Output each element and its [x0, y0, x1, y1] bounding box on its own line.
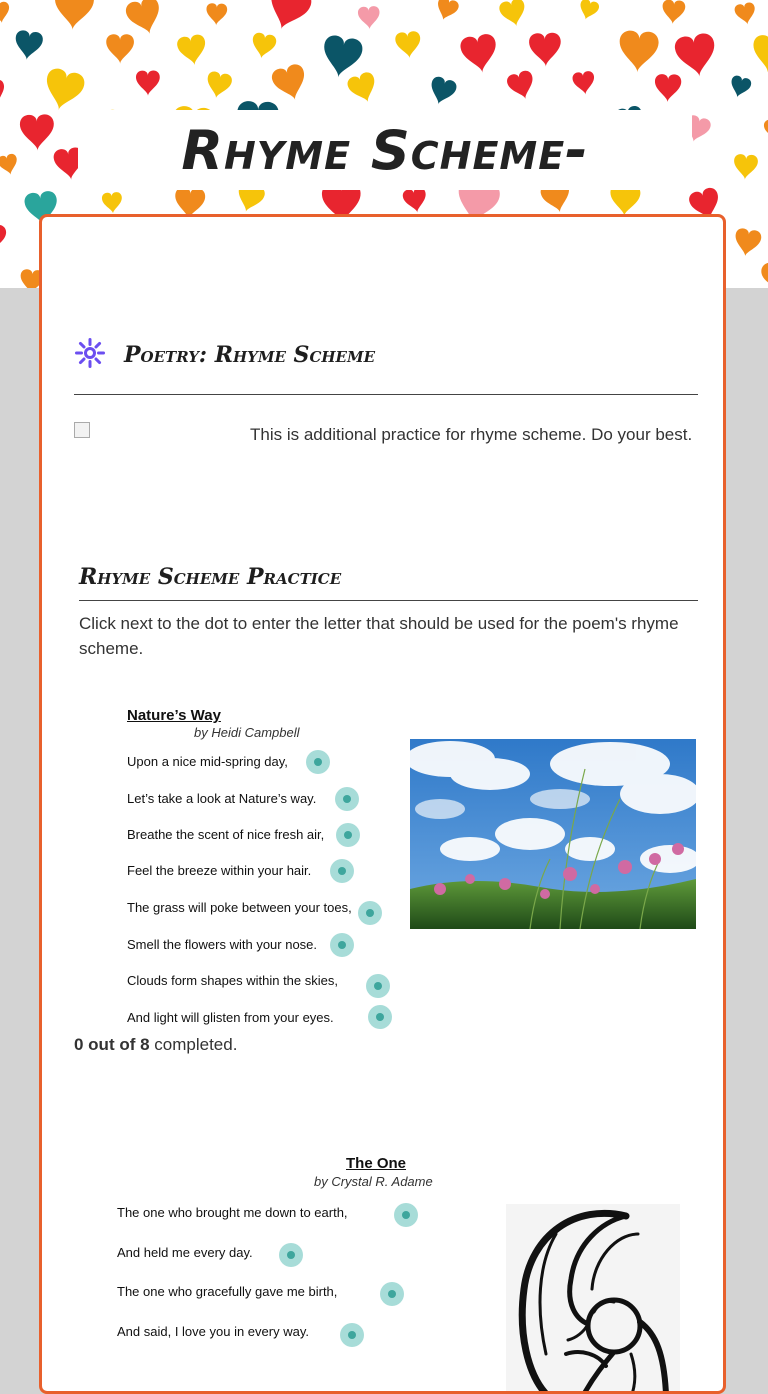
heart-icon [572, 70, 596, 96]
heart-icon [498, 0, 529, 29]
answer-dot-icon[interactable] [394, 1203, 418, 1227]
heart-icon [0, 78, 9, 106]
heart-icon [759, 256, 768, 288]
progress-text [74, 1035, 237, 1055]
poem-line: The grass will poke between your toes, [127, 900, 352, 915]
heart-icon [0, 1, 12, 25]
heart-icon [53, 0, 94, 31]
heart-icon [654, 74, 681, 103]
heart-icon [250, 32, 278, 61]
heart-icon [176, 34, 208, 68]
heart-icon [763, 118, 768, 143]
heart-icon [751, 34, 768, 74]
heart-icon [433, 0, 460, 24]
answer-dot-icon[interactable] [340, 1323, 364, 1347]
title-box [78, 110, 692, 190]
divider [74, 394, 698, 395]
broken-image-icon [74, 422, 90, 438]
heart-icon [505, 69, 538, 103]
heart-icon [395, 31, 422, 60]
heart-icon [577, 0, 601, 22]
heart-icon [319, 34, 364, 81]
heart-icon [426, 75, 458, 108]
poem-line: And said, I love you in every way. [117, 1324, 309, 1339]
heart-icon [732, 227, 762, 258]
sky-meadow-image [410, 739, 696, 929]
poem2-title: The One [346, 1155, 407, 1172]
heart-icon [106, 34, 134, 64]
heart-icon [262, 0, 314, 36]
heart-icon [124, 0, 166, 39]
answer-dot-icon[interactable] [358, 901, 382, 925]
answer-dot-icon[interactable] [336, 823, 360, 847]
poem-line: The one who gracefully gave me birth, [117, 1284, 338, 1299]
section-heading-text: Poetry: Rhyme Scheme [124, 342, 376, 368]
intro-text [74, 422, 698, 448]
poem-line: And held me every day. [117, 1245, 253, 1260]
heart-icon [529, 32, 562, 67]
poem-line: Feel the breeze within your hair. [127, 863, 312, 878]
answer-dot-icon[interactable] [366, 974, 390, 998]
practice-title: Rhyme Scheme Practice [79, 564, 342, 590]
mother-child-image [506, 1204, 680, 1394]
poem-line: And light will glisten from your eyes. [127, 1010, 334, 1025]
heart-icon [402, 187, 429, 215]
poem-line: Upon a nice mid-spring day, [127, 754, 288, 769]
heart-icon [346, 70, 381, 106]
instructions-text: Click next to the dot to enter the letter that should be used for the poem's rhyme scheme. [79, 614, 679, 658]
poem1-author: by Heidi Campbell [194, 725, 300, 740]
poem1-title: Nature’s Way [127, 707, 221, 724]
answer-dot-icon[interactable] [330, 859, 354, 883]
heart-icon [0, 153, 20, 177]
heart-icon [734, 2, 758, 27]
answer-dot-icon[interactable] [279, 1243, 303, 1267]
intro-text-content: This is additional practice for rhyme scheme. Do your best. [250, 425, 693, 444]
content-card [39, 214, 726, 1394]
poem-line: Let’s take a look at Nature’s way. [127, 791, 317, 806]
poem2-author: by Crystal R. Adame [314, 1174, 433, 1189]
answer-dot-icon[interactable] [330, 933, 354, 957]
heart-icon [206, 3, 228, 26]
section-heading [74, 337, 375, 373]
heart-icon [136, 70, 160, 96]
progress-suffix: completed. [149, 1035, 238, 1054]
heart-icon [102, 192, 123, 215]
poem-line: Clouds form shapes within the skies, [127, 973, 338, 988]
heart-icon [40, 66, 86, 114]
heart-icon [673, 32, 719, 80]
heart-icon [0, 222, 7, 255]
divider [79, 600, 698, 601]
poem-line: Smell the flowers with your nose. [127, 937, 318, 952]
answer-dot-icon[interactable] [306, 750, 330, 774]
answer-dot-icon[interactable] [380, 1282, 404, 1306]
heart-icon [459, 33, 500, 76]
heart-icon [13, 30, 44, 62]
heart-icon [661, 0, 685, 25]
heart-icon [204, 70, 233, 100]
page-title: Rhyme Scheme- [181, 118, 589, 182]
heart-icon [20, 114, 55, 151]
poem-line: The one who brought me down to earth, [117, 1205, 348, 1220]
answer-dot-icon[interactable] [368, 1005, 392, 1029]
heart-icon [618, 30, 659, 74]
answer-dot-icon[interactable] [335, 787, 359, 811]
heart-icon [358, 6, 381, 30]
poem-line: Breathe the scent of nice fresh air, [127, 827, 325, 842]
gear-icon [74, 337, 106, 373]
progress-count: 0 out of 8 [74, 1035, 150, 1054]
heart-icon [733, 154, 758, 181]
heart-icon [270, 62, 311, 104]
heart-icon [728, 74, 753, 100]
